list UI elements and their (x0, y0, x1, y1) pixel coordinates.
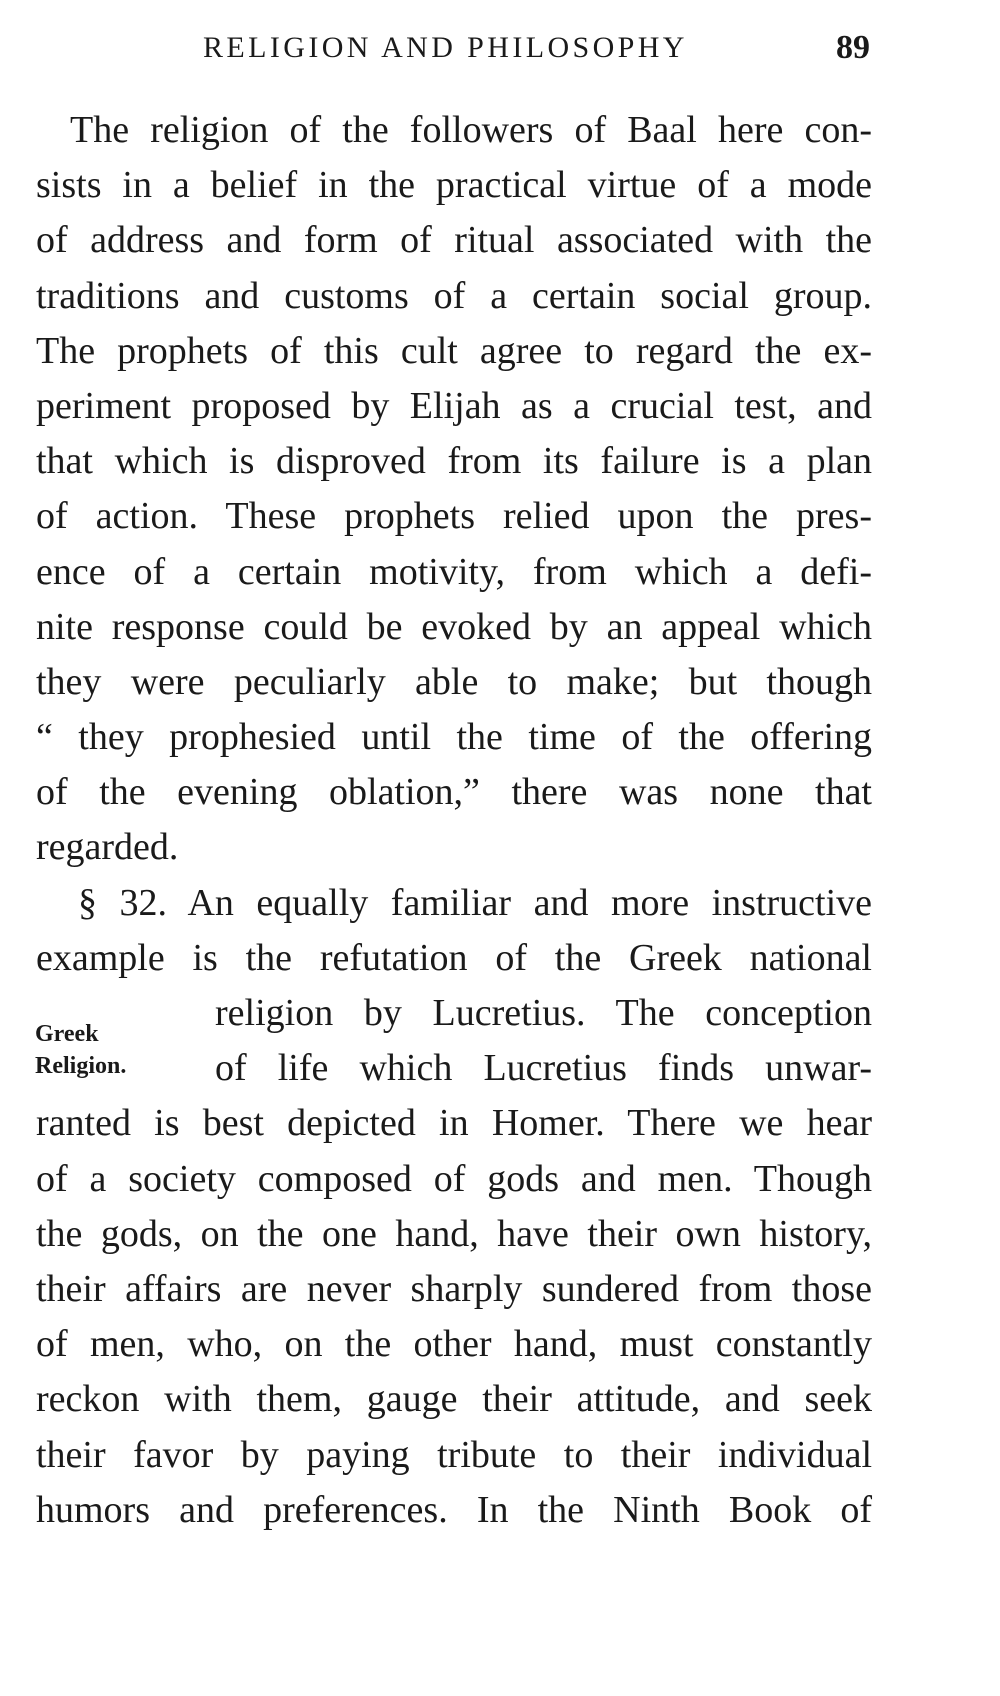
text-line: of action. These prophets relied upon the pres- (36, 495, 872, 538)
text-line: ence of a certain motivity, from which a defi- (36, 550, 872, 593)
text-line: nite response could be evoked by an appeal which (36, 605, 872, 648)
text-line: the gods, on the one hand, have their own history, (36, 1212, 872, 1255)
text-line: sists in a belief in the practical virtue of a mode (36, 164, 872, 207)
text-line: regarded. (36, 826, 179, 869)
text-line: of address and form of ritual associated with the (36, 219, 872, 262)
text-line: humors and preferences. In the Ninth Book of (36, 1488, 872, 1531)
text-line: reckon with them, gauge their attitude, and seek (36, 1378, 872, 1421)
text-line: periment proposed by Elijah as a crucial test, and (36, 384, 872, 427)
marginal-note-line: Religion. (35, 1053, 127, 1079)
text-line: of a society composed of gods and men. Though (36, 1157, 872, 1200)
body-text (36, 103, 872, 1538)
marginal-note-line: Greek (35, 1021, 99, 1047)
text-line: of the evening oblation,” there was none that (36, 771, 872, 814)
text-line: of life which Lucretius finds unwar- (215, 1047, 872, 1090)
text-line: their affairs are never sharply sundered from those (36, 1267, 872, 1310)
section-start-line: § 32. An equally familiar and more instructive (78, 881, 872, 924)
text-line: of men, who, on the other hand, must constantly (36, 1323, 872, 1366)
text-line: religion by Lucretius. The conception (215, 992, 872, 1034)
page-number: 89 (836, 29, 870, 66)
text-line: traditions and customs of a certain social group. (36, 274, 872, 317)
text-line: The religion of the followers of Baal here con- (70, 109, 872, 151)
text-line: “ they prophesied until the time of the offering (36, 716, 872, 759)
text-line: example is the refutation of the Greek national (36, 936, 872, 979)
paragraph (36, 103, 872, 876)
text-line: they were peculiarly able to make; but though (36, 660, 872, 703)
text-line: that which is disproved from its failure is a plan (36, 440, 872, 483)
text-line: The prophets of this cult agree to regard the ex- (36, 329, 872, 372)
text-line: ranted is best depicted in Homer. There we hear (36, 1102, 872, 1145)
paragraph (36, 876, 872, 1538)
running-title: RELIGION AND PHILOSOPHY (203, 31, 688, 64)
text-line: their favor by paying tribute to their individual (36, 1433, 872, 1476)
